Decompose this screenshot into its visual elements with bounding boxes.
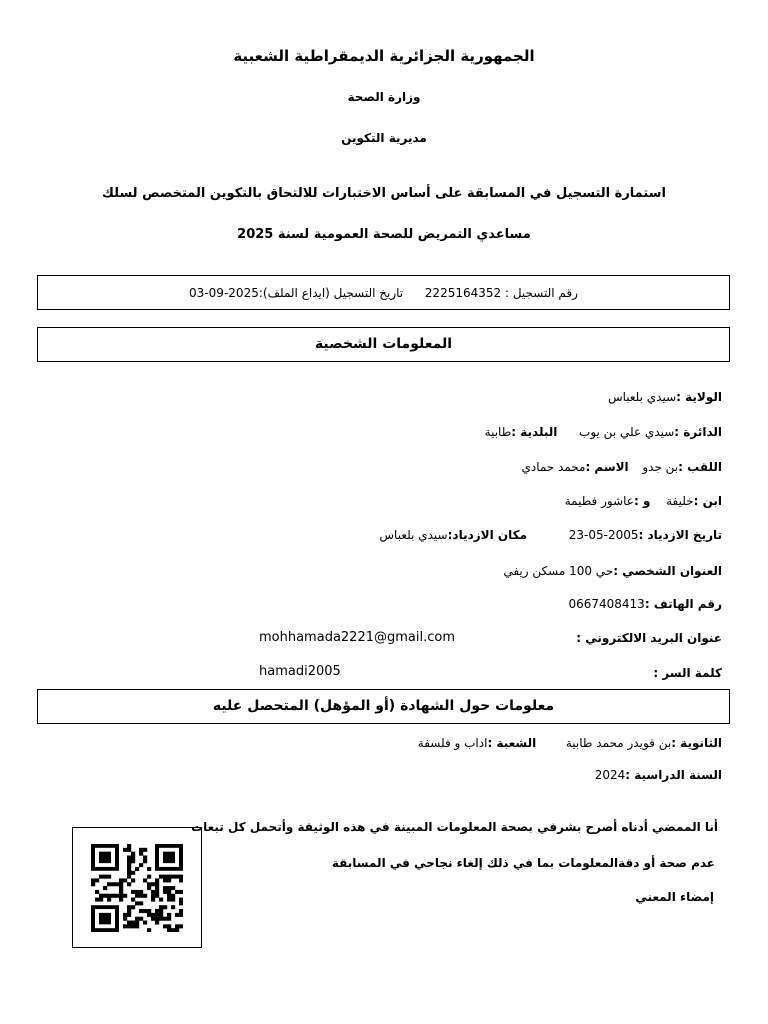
- email-label: عنوان البريد الالكتروني :: [576, 631, 722, 645]
- school-label: الثانوية :: [671, 736, 722, 750]
- address-label: العنوان الشخصي :: [613, 564, 722, 578]
- surname-value: بن جدو: [642, 460, 679, 474]
- mother-value: عاشور فطيمة: [564, 494, 634, 508]
- phone-row: [568, 597, 722, 611]
- qr-code-icon: [91, 844, 183, 932]
- school-value: بن قويدر محمد طابية: [565, 736, 672, 750]
- qualification-section-header: [37, 689, 730, 724]
- name-label: الاسم :: [585, 460, 629, 474]
- form-title-line1: استمارة التسجيل في المسابقة على أساس الاختبارات للالتحاق بالتكوين المتخصص لسلك: [102, 186, 666, 201]
- registration-number-label: رقم التسجيل :: [504, 286, 578, 300]
- birth-place-value: سيدي بلعباس: [379, 528, 448, 542]
- form-title-line2: مساعدي التمريض للصحة العمومية لسنة 2025: [237, 227, 531, 242]
- registration-date: 2025-09-03: [189, 286, 259, 300]
- registration-date-label: تاريخ التسجيل (ايداع الملف):: [258, 286, 404, 300]
- personal-section-title: المعلومات الشخصية: [314, 336, 453, 352]
- password-label: كلمة السر :: [653, 666, 722, 680]
- email-value: mohhamada2221@gmail.com: [259, 630, 455, 645]
- daira-label: الدائرة :: [674, 425, 722, 439]
- ministry-title: وزارة الصحة: [347, 90, 421, 104]
- school-row: [418, 736, 722, 750]
- and-label: و :: [633, 494, 651, 508]
- registration-box: [37, 275, 730, 310]
- signature-label: إمضاء المعني: [635, 890, 714, 904]
- daira-value: سيدي علي بن يوب: [579, 425, 675, 439]
- year-value: 2024: [594, 768, 626, 782]
- qr-code-frame: [72, 827, 202, 948]
- parents-row: [565, 494, 722, 508]
- surname-label: اللقب :: [678, 460, 722, 474]
- birth-date-value: 2005-05-23: [568, 528, 639, 542]
- birth-date-label: تاريخ الازدياد :: [638, 528, 722, 542]
- registration-number: 2225164352: [424, 286, 502, 300]
- name-row: [521, 460, 722, 474]
- phone-label: رقم الهاتف :: [644, 597, 722, 611]
- personal-section-header: [37, 327, 730, 362]
- directorate-title: مديرية التكوين: [341, 131, 427, 145]
- branch-value: اداب و فلسفة: [417, 736, 488, 750]
- address-value: حي 100 مسكن ريفي: [503, 564, 614, 578]
- son-of-label: ابن :: [693, 494, 722, 508]
- password-row-label: [653, 666, 722, 680]
- year-row: [595, 768, 722, 782]
- republic-title: الجمهورية الجزائرية الديمقراطية الشعبية: [233, 47, 535, 65]
- wilaya-value: سيدي بلعباس: [607, 390, 677, 404]
- commune-label: البلدية :: [511, 425, 558, 439]
- branch-label: الشعبة :: [487, 736, 537, 750]
- year-label: السنة الدراسية :: [625, 768, 722, 782]
- qualification-section-title: معلومات حول الشهادة (أو المؤهل) المتحصل عليه: [212, 698, 555, 714]
- declaration-line2: عدم صحة أو دقةالمعلومات بما في ذلك إلغاء نجاحي في المسابقة: [331, 856, 715, 870]
- wilaya-row: [608, 390, 722, 404]
- declaration-line1: أنا الممضي أدناه أصرح بشرفي بصحة المعلومات المبينة في هذه الوثيقة وأتحمل كل تبعات: [191, 820, 718, 834]
- wilaya-label: الولاية :: [676, 390, 722, 404]
- email-row-label: [576, 631, 722, 645]
- daira-row: [485, 425, 722, 439]
- name-value: محمد حمادي: [521, 460, 586, 474]
- phone-value: 0667408413: [568, 597, 645, 611]
- father-value: خليفة: [666, 494, 694, 508]
- commune-value: طابية: [484, 425, 512, 439]
- password-value: hamadi2005: [259, 664, 341, 679]
- address-row: [503, 564, 722, 578]
- birth-row: [379, 528, 722, 542]
- birth-place-label: مكان الازدياد:: [447, 528, 528, 542]
